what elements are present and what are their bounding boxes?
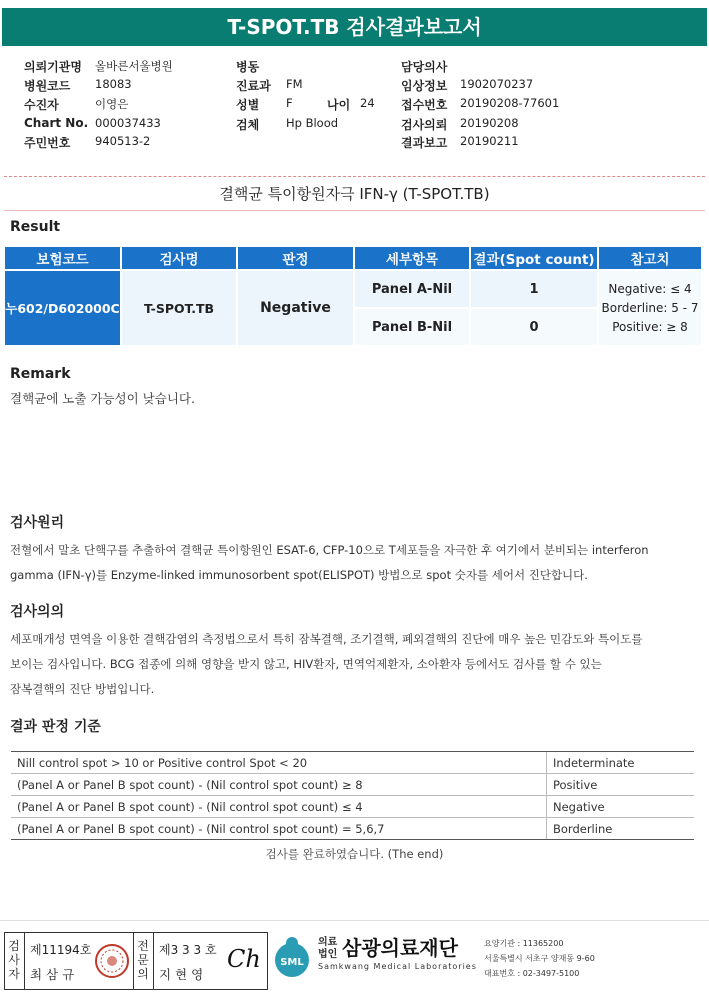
org-contact — [484, 936, 595, 981]
text-line: 보이는 검사입니다. BCG 접종에 의해 영향을 받지 않고, HIV환자, 면역억제환자, 소아환자 등에서도 검사를 할 수 있는 — [10, 657, 602, 671]
table-header-row — [5, 247, 701, 269]
divider — [4, 176, 705, 177]
criteria-heading: 결과 판정 기준 — [10, 719, 101, 735]
col-header: 보험코드 — [5, 247, 120, 269]
reference-line: Negative: ≤ 4 — [608, 281, 692, 296]
criteria-table — [11, 751, 694, 840]
divider — [133, 933, 134, 989]
panel-count: 1 — [471, 271, 597, 307]
panel-name: Panel A-Nil — [355, 271, 469, 307]
info-label: 검체 — [236, 118, 260, 132]
info-value: F — [286, 96, 293, 110]
info-value: 000037433 — [95, 116, 161, 130]
info-value: 20190208-77601 — [460, 96, 560, 110]
criteria-condition: (Panel A or Panel B spot count) - (Nil control spot count) ≤ 4 — [11, 796, 547, 818]
info-value: 20190208 — [460, 116, 519, 130]
info-value: FM — [286, 77, 303, 91]
inspector-license: 제11194호 — [30, 943, 92, 957]
test-name: T-SPOT.TB — [122, 271, 236, 345]
table-row — [11, 818, 694, 840]
result-table — [3, 245, 703, 347]
divider — [153, 933, 154, 989]
patient-info — [0, 0, 709, 160]
report-title: T-SPOT.TB 검사결과보고서 — [2, 8, 707, 46]
text-line: 전혈에서 말초 단핵구를 추출하여 결핵균 특이항원인 ESAT-6, CFP-10으로 T세포들을 자극한 후 여기에서 분비되는 interferon — [10, 543, 649, 557]
org-phone: 대표번호 : 02-3497-5100 — [484, 969, 580, 978]
info-value: Hp Blood — [286, 116, 339, 130]
divider — [4, 210, 705, 211]
col-header: 세부항목 — [355, 247, 469, 269]
divider — [0, 920, 709, 921]
org-prefix-line: 의료 — [318, 937, 338, 948]
table-row — [11, 796, 694, 818]
table-row — [11, 752, 694, 774]
reference-line: Positive: ≥ 8 — [612, 319, 688, 334]
org-address: 서울특별시 서초구 양재동 9-60 — [484, 954, 595, 963]
info-label: 병동 — [236, 60, 260, 74]
org-name: 삼광의료재단 — [342, 936, 458, 960]
principle-text — [10, 538, 705, 588]
text-line: gamma (IFN-γ)를 Enzyme-linked immunosorbent spot(ELISPOT) 방법으로 spot 숫자를 세어서 진단합니다. — [10, 568, 588, 582]
verdict: Negative — [238, 271, 353, 345]
criteria-result: Borderline — [547, 818, 695, 840]
logo-text: SML — [280, 957, 304, 968]
info-label: 임상정보 — [401, 79, 448, 93]
end-note: 검사를 완료하였습니다. (The end) — [265, 847, 444, 861]
col-header: 결과(Spot count) — [471, 247, 597, 269]
facility-code: 요양기관 : 11365200 — [484, 939, 564, 948]
significance-heading: 검사의의 — [10, 604, 65, 620]
info-label: 의뢰기관명 — [24, 60, 82, 74]
criteria-condition: (Panel A or Panel B spot count) - (Nil control spot count) = 5,6,7 — [11, 818, 547, 840]
test-subtitle: 결핵균 특이항원자극 IFN-γ (T-SPOT.TB) — [219, 185, 490, 203]
result-heading: Result — [10, 219, 61, 235]
info-value: 20190211 — [460, 134, 519, 148]
panel-name: Panel B-Nil — [355, 309, 469, 345]
col-header: 참고치 — [599, 247, 701, 269]
signature-box — [4, 932, 268, 990]
criteria-condition: Nill control spot > 10 or Positive control Spot < 20 — [11, 752, 547, 774]
info-label: 진료과 — [236, 79, 271, 93]
info-label: 접수번호 — [401, 98, 448, 112]
signature: Ch — [227, 945, 261, 973]
info-value: 24 — [360, 96, 375, 110]
remark-text: 결핵균에 노출 가능성이 낮습니다. — [10, 391, 195, 406]
reference-range — [599, 271, 701, 345]
info-label: Chart No. — [24, 116, 89, 130]
info-label: 수진자 — [24, 98, 59, 112]
text-line: 세포매개성 면역을 이용한 결핵감염의 측정법으로서 특히 잠복결핵, 조기결핵, 폐외결핵의 진단에 매우 높은 민감도와 특이도를 — [10, 632, 643, 646]
info-value: 1902070237 — [460, 77, 534, 91]
info-label: 나이 — [327, 98, 351, 112]
info-label: 담당의사 — [401, 60, 448, 74]
inspector-label: 검사자 — [8, 939, 20, 981]
text-line: 잠복결핵의 진단 방법입니다. — [10, 682, 155, 696]
table-row — [5, 271, 701, 307]
criteria-result: Indeterminate — [547, 752, 695, 774]
info-label: 검사의뢰 — [401, 118, 448, 132]
org-prefix-line: 법인 — [318, 949, 338, 960]
info-label: 결과보고 — [401, 136, 448, 150]
criteria-result: Negative — [547, 796, 695, 818]
org-logo-icon — [270, 934, 314, 978]
remark-heading: Remark — [10, 366, 71, 382]
table-row — [11, 774, 694, 796]
info-label: 주민번호 — [24, 136, 71, 150]
col-header: 판정 — [238, 247, 353, 269]
insurance-code: 누602/D602000C — [5, 271, 120, 345]
info-value: 940513-2 — [95, 134, 151, 148]
criteria-condition: (Panel A or Panel B spot count) - (Nil control spot count) ≥ 8 — [11, 774, 547, 796]
significance-text — [10, 627, 705, 702]
col-header: 검사명 — [122, 247, 236, 269]
specialist-license: 제3 3 3 호 — [159, 943, 217, 957]
reference-line: Borderline: 5 - 7 — [601, 300, 699, 315]
info-value: 올바른서울병원 — [95, 59, 173, 73]
divider — [24, 933, 25, 989]
inspector-name: 최 삼 규 — [30, 967, 75, 982]
seal-stamp — [94, 943, 130, 979]
panel-count: 0 — [471, 309, 597, 345]
criteria-result: Positive — [547, 774, 695, 796]
info-value: 18083 — [95, 77, 132, 91]
info-label: 성별 — [236, 98, 260, 112]
info-label: 병원코드 — [24, 79, 71, 93]
info-value: 이영은 — [95, 97, 129, 111]
specialist-name: 지 현 영 — [159, 967, 204, 982]
org-english-name: Samkwang Medical Laboratories — [318, 962, 477, 971]
specialist-label: 전문의 — [137, 939, 149, 981]
org-prefix — [318, 937, 337, 961]
principle-heading: 검사원리 — [10, 515, 65, 531]
